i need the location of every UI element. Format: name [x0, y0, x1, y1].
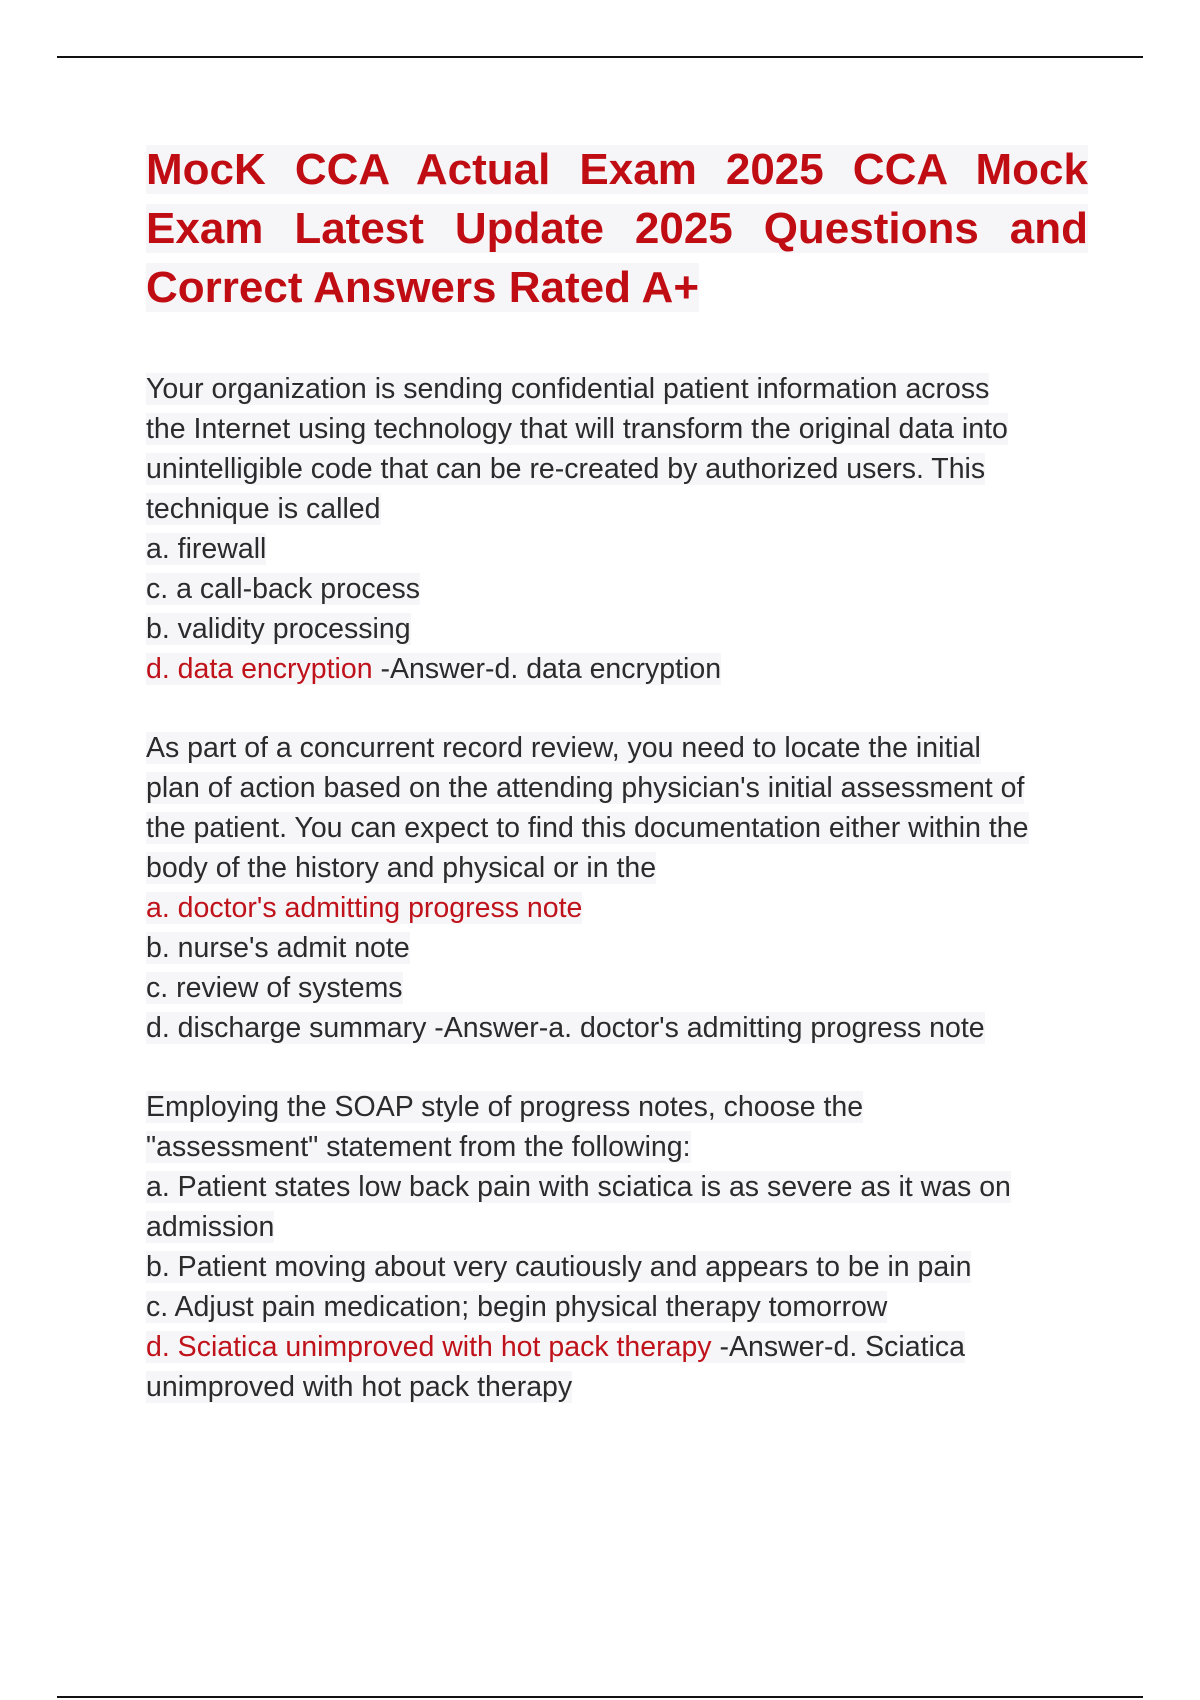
answer-option: b. Patient moving about very cautiously and appears to be in pain [146, 1251, 972, 1283]
correct-option-text: d. data encryption [146, 653, 373, 685]
question-stem-line: Your organization is sending confidential patient information across [146, 373, 990, 405]
top-rule [57, 56, 1143, 58]
question-stem-line: body of the history and physical or in the [146, 852, 657, 884]
answer-option: admission [146, 1211, 275, 1243]
answer-option-correct [146, 649, 1096, 689]
answer-option-correct [146, 888, 1096, 928]
answer-option: b. validity processing [146, 613, 411, 645]
answer-option-correct [146, 1327, 1096, 1367]
correct-option-text: a. doctor's admitting progress note [146, 892, 583, 924]
answer-option: a. firewall [146, 533, 267, 565]
question-stem-line: plan of action based on the attending physician's initial assessment of [146, 772, 1025, 804]
correct-option-text: d. Sciatica unimproved with hot pack therapy [146, 1331, 712, 1363]
question-stem-line: "assessment" statement from the following: [146, 1131, 691, 1163]
answer-option: c. Adjust pain medication; begin physical therapy tomorrow [146, 1291, 888, 1323]
document-body [146, 140, 1088, 1407]
answer-option: d. discharge summary -Answer-a. doctor's admitting progress note [146, 1012, 985, 1044]
answer-option: c. review of systems [146, 972, 403, 1004]
question-stem-line: unintelligible code that can be re-created by authorized users. This [146, 453, 986, 485]
question-stem-line: As part of a concurrent record review, you need to locate the initial [146, 732, 981, 764]
question-stem-line: the Internet using technology that will transform the original data into [146, 413, 1008, 445]
bottom-rule [57, 1696, 1143, 1698]
question-2 [146, 728, 1096, 1048]
question-stem-line: the patient. You can expect to find this documentation either within the [146, 812, 1029, 844]
question-stem-line: Employing the SOAP style of progress notes, choose the [146, 1091, 864, 1123]
answer-option: a. Patient states low back pain with sciatica is as severe as it was on [146, 1171, 1011, 1203]
question-3 [146, 1087, 1096, 1407]
question-stem-line: technique is called [146, 493, 381, 525]
answer-option: c. a call-back process [146, 573, 421, 605]
answer-key-text: -Answer-d. Sciatica [711, 1331, 965, 1363]
answer-key-text: -Answer-d. data encryption [372, 653, 722, 685]
document-title: MocK CCA Actual Exam 2025 CCA Mock Exam Latest Update 2025 Questions and Correct Answers Rated A+ [146, 145, 1088, 312]
answer-option: unimproved with hot pack therapy [146, 1371, 573, 1403]
question-1 [146, 369, 1096, 689]
answer-option: b. nurse's admit note [146, 932, 410, 964]
